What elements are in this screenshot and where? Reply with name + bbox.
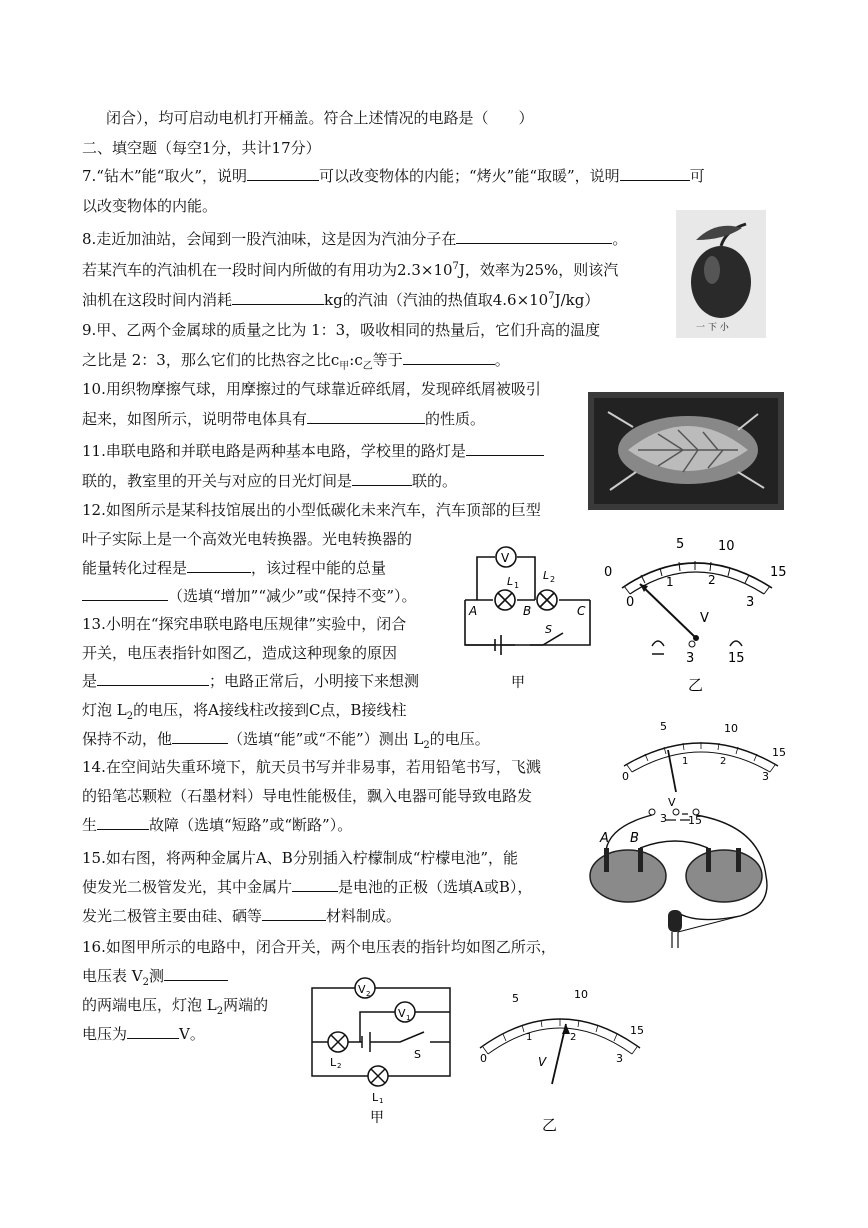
- balloon-photo: [588, 392, 784, 510]
- q12-text-d: ，该过程中能的总量: [251, 559, 387, 577]
- meter-bot-svg: [470, 984, 650, 1134]
- meter-top-label-15: 15: [770, 565, 787, 580]
- q16-label-v1: V: [398, 1007, 406, 1020]
- meter-bot-caption-yi: 乙: [542, 1116, 558, 1134]
- q16-sub-v2: 2: [142, 977, 149, 988]
- q8-line3: [82, 290, 599, 310]
- q12-line4: [82, 586, 417, 606]
- q16-line2: [82, 966, 228, 986]
- q12-line1: 12.如图所示是某科技馆展出的小型低碳化未来汽车，汽车顶部的巨型: [82, 501, 541, 519]
- q8-text-c: 若某汽车的汽油机在一段时间内所做的有用功为: [82, 261, 398, 279]
- meter-bot-label-s1: 1: [526, 1032, 533, 1043]
- q11-blank2[interactable]: [352, 471, 412, 486]
- q8-text-d: 油机在这段时间内消耗: [82, 291, 233, 309]
- meter-top-label-10: 10: [718, 539, 735, 554]
- q8-heat-value: 4.6×10: [492, 291, 549, 309]
- q16-line3: [82, 995, 268, 1015]
- q16-voltmeter-dial: [470, 984, 650, 1134]
- meter-top-label-s0: 0: [626, 595, 635, 610]
- q7-blank2[interactable]: [620, 166, 690, 181]
- meter-top-label-s3: 3: [746, 595, 755, 610]
- q13-voltmeter-dial: [600, 528, 790, 698]
- q15-blank2[interactable]: [262, 906, 326, 921]
- q14-text-c: 生: [82, 816, 98, 834]
- q14-text-d: 故障（选填“短路”或“断路”）。: [149, 816, 353, 834]
- q8-line2: [82, 260, 618, 280]
- q16-circuit-diagram: [300, 968, 460, 1128]
- q7-text-a: 7.“钻木”能“取火”，说明: [82, 167, 247, 185]
- q11-text-c: 联的。: [412, 472, 458, 490]
- q16-label-s: S: [414, 1048, 421, 1061]
- meter-mid-label-5: 5: [660, 720, 667, 733]
- q10-text-b: 起来，如图所示，说明带电体具有: [82, 410, 308, 428]
- q13-label-b: B: [523, 604, 532, 618]
- q10-blank[interactable]: [307, 409, 425, 424]
- q10-text-c: 的性质。: [425, 410, 486, 428]
- q11-line1: [82, 441, 544, 461]
- q8-work-value: 2.3×10: [397, 261, 453, 279]
- lemon-label-b: B: [630, 831, 639, 846]
- q10-line2: [82, 409, 485, 429]
- q13-text-g: 保持不动，他: [82, 730, 173, 748]
- q13-line5: [82, 729, 490, 749]
- lemon-left: [590, 850, 666, 902]
- q13-label-l2-sub: 2: [550, 575, 556, 584]
- q9-sub-jia: 甲: [339, 361, 350, 372]
- meter-mid-label-10: 10: [724, 722, 738, 735]
- q15-text-d: 发光二极管主要由硅、硒等: [82, 907, 263, 925]
- meter-mid-needle: [668, 750, 676, 792]
- meter-mid-svg: [612, 716, 790, 808]
- q16-text-d: 的两端电压，灯泡 L: [82, 996, 217, 1014]
- lemon-terminal-15: 15: [688, 814, 702, 827]
- q12-blank2[interactable]: [82, 586, 168, 601]
- q16-label-v1-sub: 1: [406, 1014, 411, 1022]
- q16-label-v2: V: [358, 983, 366, 996]
- metal-plate-c: [706, 848, 711, 872]
- meter-top-label-zero: 0: [604, 565, 613, 580]
- q15-voltmeter-dial: [612, 716, 790, 808]
- q13-text-d: ；电路正常后，小明接下来想测: [209, 672, 420, 690]
- q16-label-l1: L: [372, 1091, 379, 1104]
- lemon-right: [686, 850, 762, 902]
- q15-line3: [82, 906, 401, 926]
- q16-line4: [82, 1024, 205, 1044]
- lemon-battery-figure: [580, 806, 780, 956]
- meter-top-label-s1: 1: [666, 575, 674, 589]
- q13-circuit-svg: [455, 535, 605, 695]
- lemon-svg: [580, 806, 780, 956]
- pear-photo: [676, 210, 766, 338]
- q12-line3: [82, 558, 386, 578]
- q8-heat-unit: J/kg）: [554, 291, 600, 309]
- q15-line1: 15.如右图，将两种金属片A、B分别插入柠檬制成“柠檬电池”，能: [82, 849, 519, 867]
- q11-line2: [82, 471, 457, 491]
- q15-line2: [82, 877, 532, 897]
- meter-top-terminal-15: 15: [728, 651, 745, 666]
- q11-blank1[interactable]: [466, 441, 544, 456]
- meter-mid-label-v: V: [668, 796, 676, 808]
- meter-top-needle: [640, 584, 696, 638]
- q11-text-b: 联的，教室里的开关与对应的日光灯间是: [82, 472, 353, 490]
- pear-signature: 一 下 小: [696, 323, 729, 333]
- q16-label-l2-sub: 2: [337, 1062, 342, 1070]
- q8-blank2[interactable]: [232, 290, 324, 305]
- q16-circuit-svg: [300, 968, 460, 1128]
- q16-text-f: 电压为: [82, 1025, 128, 1043]
- metal-plate-b: [638, 848, 643, 872]
- q15-text-c: 是电池的正极（选填A或B），: [338, 878, 533, 896]
- q8-work-unit: J，效率为25%，则该汽: [458, 261, 619, 279]
- q13-sub-l2b: 2: [423, 740, 430, 751]
- q16-label-l1-sub: 1: [379, 1097, 384, 1105]
- q13-label-l2: L: [543, 569, 550, 582]
- meter-mid-label-s0: 0: [622, 770, 629, 783]
- q13-label-l1-sub: 1: [514, 581, 520, 590]
- metal-plate-a: [604, 848, 609, 872]
- meter-top-svg: [600, 528, 790, 698]
- led-icon: [668, 910, 682, 932]
- q14-line1: 14.在空间站失重环境下，航天员书写并非易事，若用铅笔书写，飞溅: [82, 758, 541, 776]
- q8-text-e: kg的汽油（汽油的热值取: [324, 291, 493, 309]
- meter-top-label-s2: 2: [708, 573, 716, 587]
- q7-blank1[interactable]: [247, 166, 319, 181]
- q9-text-e: 。: [494, 351, 510, 369]
- meter-mid-label-s1: 1: [682, 756, 689, 767]
- q12-line2: 叶子实际上是一个高效光电转换器。光电转换器的: [82, 530, 413, 548]
- q9-line2: [82, 350, 510, 370]
- q12-text-e: （选填“增加”“减少”或“保持不变”）。: [168, 587, 417, 605]
- q8-heat-exponent: 7: [548, 291, 555, 302]
- q16-text-e: 两端的: [223, 996, 269, 1014]
- q16-label-v2-sub: 2: [366, 990, 371, 998]
- q8-work-exponent: 7: [452, 261, 459, 272]
- q7-line2: 以改变物体的内能。: [82, 197, 218, 215]
- q13-text-h: （选填“能”或“不能”）测出 L: [228, 730, 424, 748]
- pear-image: [676, 210, 766, 338]
- q7-line1: [82, 166, 705, 186]
- q9-sub-yi: 乙: [362, 361, 373, 372]
- q10-line1: 10.用织物摩擦气球，用摩擦过的气球靠近碎纸屑，发现碎纸屑被吸引: [82, 380, 541, 398]
- q14-line2: 的铅笔芯颗粒（石墨材料）导电性能极佳，飘入电器可能导致电路发: [82, 787, 533, 805]
- q7-text-b: 可以改变物体的内能；“烤火”能“取暖”，说明: [319, 167, 620, 185]
- q8-blank1[interactable]: [456, 229, 612, 244]
- meter-top-label-5: 5: [676, 537, 685, 552]
- meter-mid-label-s2: 2: [720, 756, 727, 767]
- q13-label-s: S: [545, 623, 552, 636]
- q14-line3: [82, 815, 352, 835]
- q13-blank2[interactable]: [172, 729, 228, 744]
- q15-blank1[interactable]: [292, 877, 338, 892]
- meter-bot-label-5: 5: [512, 992, 519, 1005]
- q16-text-c: 测: [148, 967, 164, 985]
- q13-line3: [82, 671, 419, 691]
- lemon-label-a: A: [600, 831, 609, 846]
- q9-line1: 9.甲、乙两个金属球的质量之比为 1：3，吸收相同的热量后，它们升高的温度: [82, 321, 601, 339]
- meter-top-terminal-3: 3: [686, 651, 695, 666]
- q13-label-v: V: [501, 551, 510, 565]
- q16-sub-l2: 2: [216, 1006, 224, 1017]
- q12-blank1[interactable]: [187, 558, 251, 573]
- q9-blank[interactable]: [403, 350, 495, 365]
- meter-bot-label-s2: 2: [570, 1032, 577, 1043]
- q8-line1: [82, 229, 627, 249]
- q13-text-f: 的电压，将A接线柱改接到C点，B接线柱: [133, 701, 407, 719]
- q9-text-d: 等于: [372, 351, 403, 369]
- meter-mid-label-15: 15: [772, 746, 786, 759]
- q16-blank1[interactable]: [164, 966, 228, 981]
- meter-mid-label-s3: 3: [762, 770, 769, 783]
- q13-text-c: 是: [82, 672, 98, 690]
- meter-bot-label-s3: 3: [616, 1052, 623, 1065]
- q11-text-a: 11.串联电路和并联电路是两种基本电路，学校里的路灯是: [82, 442, 466, 460]
- q13-text-e: 灯泡 L: [82, 701, 127, 719]
- lemon-terminal-3: 3: [660, 812, 667, 825]
- q12-text-c: 能量转化过程是: [82, 559, 188, 577]
- meter-bot-label-v: V: [538, 1055, 547, 1069]
- q15-text-e: 材料制成。: [326, 907, 402, 925]
- q8-text-b: 。: [612, 230, 628, 248]
- q13-sub-l2a: 2: [126, 711, 134, 722]
- q14-blank[interactable]: [97, 815, 149, 830]
- q8-text-a: 8.走近加油站，会闻到一股汽油味，这是因为汽油分子在: [82, 230, 457, 248]
- section2-title: 二、填空题（每空1分，共计17分）: [82, 139, 321, 157]
- q13-label-a: A: [469, 604, 478, 618]
- meter-top-label-v: V: [700, 611, 709, 626]
- metal-plate-d: [736, 848, 741, 872]
- q13-text-i: 的电压。: [429, 730, 490, 748]
- q13-line2: 开关，电压表指针如图乙，造成这种现象的原因: [82, 644, 398, 662]
- q9-text-b: 之比是 2：3，那么它们的比热容之比c: [82, 351, 340, 369]
- q16-line1: 16.如图甲所示的电路中，闭合开关，两个电压表的指针均如图乙所示，: [82, 938, 556, 956]
- q13-label-l1: L: [507, 575, 514, 588]
- q13-blank1[interactable]: [97, 671, 209, 686]
- meter-bot-label-10: 10: [574, 988, 588, 1001]
- q16-label-l2: L: [330, 1056, 337, 1069]
- q16-blank2[interactable]: [127, 1024, 179, 1039]
- q15-text-b: 使发光二极管发光，其中金属片: [82, 878, 293, 896]
- q13-caption-jia: 甲: [511, 675, 525, 691]
- q7-text-c: 可: [689, 167, 705, 185]
- meter-top-caption-yi: 乙: [688, 676, 704, 694]
- q16-text-g: V。: [179, 1025, 205, 1043]
- q16-caption-jia: 甲: [370, 1110, 384, 1126]
- q13-line4: [82, 700, 406, 720]
- meter-bot-label-s0: 0: [480, 1052, 487, 1065]
- meter-bot-label-15: 15: [630, 1024, 644, 1037]
- q13-label-c: C: [577, 604, 586, 618]
- q16-text-b: 电压表 V: [82, 967, 143, 985]
- q13-circuit-diagram: [455, 535, 605, 695]
- q9-text-c: :c: [349, 351, 363, 369]
- q6-tail: 闭合），均可启动电机打开桶盖。符合上述情况的电路是（ ）: [106, 109, 534, 127]
- q13-line1: 13.小明在“探究串联电路电压规律”实验中，闭合: [82, 615, 407, 633]
- balloon-image: [588, 392, 784, 510]
